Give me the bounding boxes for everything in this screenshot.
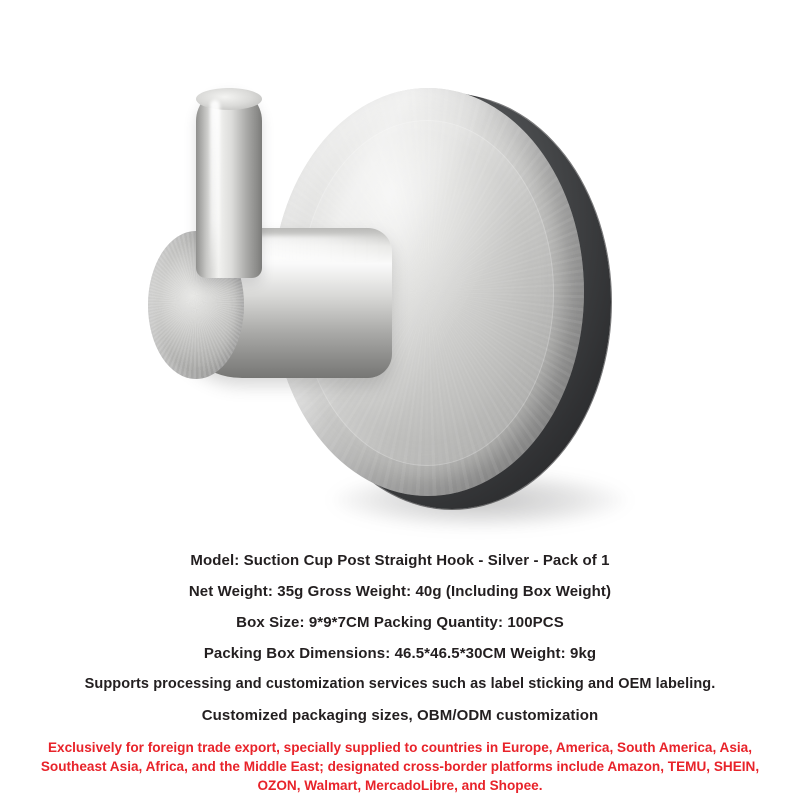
spec-line-weight: Net Weight: 35g Gross Weight: 40g (Including Box Weight) [188, 583, 612, 600]
spec-line-box-size: Box Size: 9*9*7CM Packing Quantity: 100PCS [236, 614, 564, 631]
spec-caption [0, 545, 800, 795]
hook-post-top-cap [196, 88, 262, 110]
hook-upright-post [196, 88, 262, 278]
export-notice: Exclusively for foreign trade export, specially supplied to countries in Europe, America, South America, Asia, Southeast Asia, Africa, and the Middle East; designated cross-border platforms include Amazon, TEMU, SHEIN, OZON, Walmart, MercadoLibre, and Shopee. [40, 740, 760, 793]
spec-line-packing-box: Packing Box Dimensions: 46.5*46.5*30CM Weight: 9kg [203, 645, 597, 662]
spec-line-packaging: Customized packaging sizes, OBM/ODM customization [201, 707, 599, 724]
spec-line-customization: Supports processing and customization services such as label sticking and OEM labeling. [84, 676, 716, 692]
spec-line-model: Model: Suction Cup Post Straight Hook - Silver - Pack of 1 [190, 552, 610, 569]
